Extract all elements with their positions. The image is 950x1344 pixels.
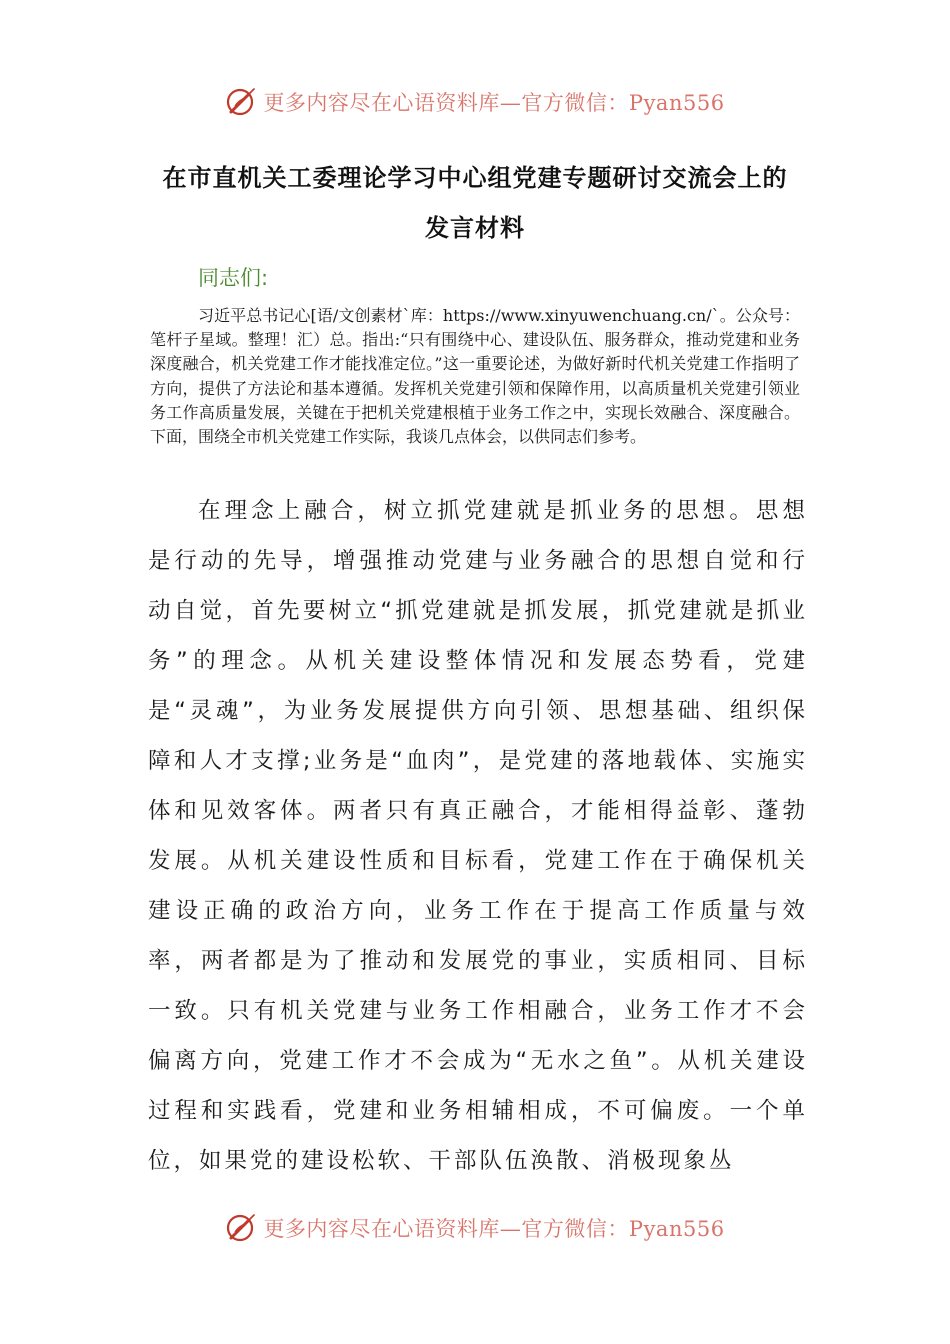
body-paragraph: 在理念上融合，树立抓党建就是抓业务的思想。思想是行动的先导，增强推动党建与业务融合的思想自觉和行动自觉，首先要树立“抓党建就是抓发展，抓党建就是抓业务”的理念。从机关建设整体情况和发展态势看，党建是“灵魂”，为业务发展提供方向引领、思想基础、组织保障和人才支撑;业务是“血肉”，是党建的落地载体、实施实体和见效客体。两者只有真正融合，才能相得益彰、蓬勃发展。从机关建设性质和目标看，党建工作在于确保机关建设正确的政治方向，业务工作在于提高工作质量与效率，两者都是为了推动和发展党的事业，实质相同、目标一致。只有机关党建与业务工作相融合，业务工作才不会偏离方向，党建工作才不会成为“无水之鱼”。从机关建设过程和实践看，党建和业务相辅相成，不可偏废。一个单位，如果党的建设松软、干部队伍涣散、消极现象丛: [148, 498, 808, 1174]
intro-paragraph: 习近平总书记心[语/文创素材`库：https://www.xinyuwenchuang.cn/`。公众号：笔杆子星域。整理！汇）总。指出:“只有围绕中心、建设队伍、服务群众，推动党建和业务深度融合，机关党建工作才能找准定位。”这一重要论述，为做好新时代机关党建工作指明了方向，提供了方法论和基本遵循。发挥机关党建引领和保障作用，以高质量机关党建引领业务工作高质量发展，关键在于把机关党建根植于业务工作之中，实现长效融合、深度融合。下面，围绕全市机关党建工作实际，我谈几点体会，以供同志们参考。: [150, 306, 800, 447]
header-watermark-banner: [0, 82, 950, 122]
header-banner-text: 更多内容尽在心语资料库—官方微信：Pyan556: [263, 91, 725, 115]
pen-logo-icon: [225, 86, 257, 118]
footer-watermark-banner: [0, 1208, 950, 1248]
document-title-line1: 在市直机关工委理论学习中心组党建专题研讨交流会上的: [162, 164, 788, 192]
pen-logo-icon: [225, 1212, 257, 1244]
salutation: 同志们:: [198, 266, 269, 290]
footer-banner-text: 更多内容尽在心语资料库—官方微信：Pyan556: [263, 1217, 725, 1241]
document-title-line2: 发言材料: [425, 214, 525, 242]
